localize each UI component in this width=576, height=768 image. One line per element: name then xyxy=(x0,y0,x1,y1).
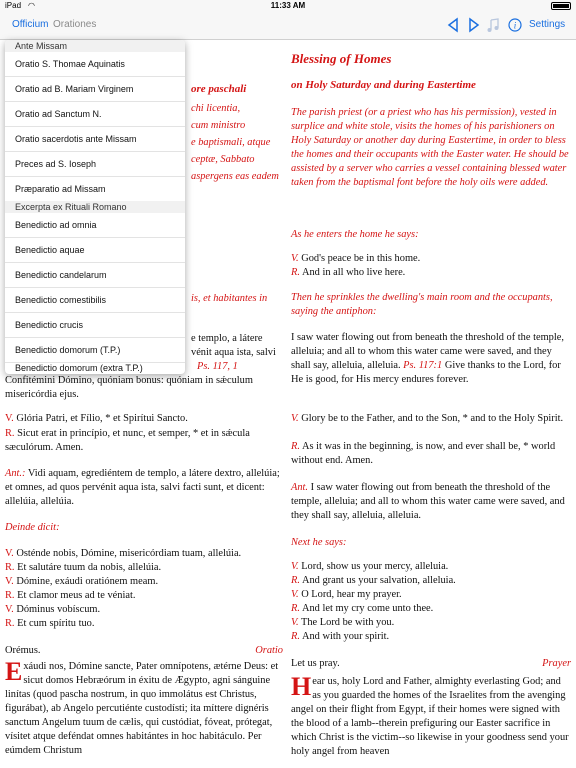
menu-section-header: Excerpta ex Rituali Romano xyxy=(5,201,185,213)
response-text: Sicut erat in princípio, et nunc, et semper, * et in sǽcula sæculórum. Amen. xyxy=(5,428,250,453)
page-title: Blessing of Homes xyxy=(291,51,392,66)
versicle-text: Lord, show us your mercy, alleluia. xyxy=(298,561,449,572)
rubric-enters: As he enters the home he says: xyxy=(291,229,419,240)
tab-orationes[interactable]: Orationes xyxy=(53,19,97,30)
versicle-mark: V. xyxy=(291,589,299,600)
latin-antiphon xyxy=(5,467,283,509)
menu-item[interactable]: Benedictio domorum (extra T.P.) xyxy=(15,363,143,373)
versicle-mark: V. xyxy=(5,604,14,615)
response-mark: R. xyxy=(5,562,15,573)
latin-text-line: e templo, a látere xyxy=(191,333,263,344)
prayer-text: xáudi nos, Dómine sancte, Pater omnípotens, ætérne Deus: et sicut domos Hebræórum in éxitu de Ægypto, agni sánguine linítas (quod pascha nostrum, in quo immolátus est Christus, figurábat), ab Angelo percutiénte custodísti; ita míttere dignéris sanctum Angelum tuum de cælis, qui custódiat, fóveat, prótegat, vísitet atque deféndat omnes habitántes in hoc habitáculo. Per eúmdem Christum xyxy=(5,661,279,756)
latin-versicle xyxy=(5,412,283,426)
play-forward-icon[interactable] xyxy=(467,17,481,33)
menu-item[interactable]: Benedictio aquae xyxy=(5,238,185,263)
menu-item[interactable]: Benedictio ad omnia xyxy=(5,213,185,238)
drop-cap: E xyxy=(5,657,23,686)
response-row xyxy=(291,602,571,616)
latin-versicle-row xyxy=(5,561,283,575)
latin-rubric-line: is, et habitantes in xyxy=(191,293,268,304)
versicle-mark: V. xyxy=(291,617,299,628)
latin-rubric-line: ceptæ, Sabbato xyxy=(191,154,255,165)
versicle-row xyxy=(291,616,571,630)
response-text: And with your spirit. xyxy=(299,631,390,642)
menu-item[interactable]: Oratio sacerdotis ante Missam xyxy=(5,127,185,152)
versicle-row xyxy=(291,588,571,602)
psalm-text: Give thanks to the Lord, for He is good, for His mercy endures forever. xyxy=(291,360,561,385)
rubric-sprinkles: Then he sprinkles the dwelling's main room and the occupants, saying the antiphon: xyxy=(291,292,553,317)
latin-prayer xyxy=(5,657,283,758)
versicle-mark: V. xyxy=(5,413,14,424)
antiphon-row xyxy=(291,481,571,523)
menu-item[interactable]: Benedictio crucis xyxy=(5,313,185,338)
latin-versicle-row xyxy=(5,589,283,603)
drop-cap: H xyxy=(291,672,312,701)
latin-confitemini: Confitémini Dómino, quóniam bonus: quóniam in sǽculum misericórdia ejus. xyxy=(5,375,253,400)
versicle-text: Dóminus vobíscum. xyxy=(13,604,101,615)
versicle-mark: V. xyxy=(5,548,14,559)
latin-oremus: Orémus. xyxy=(5,645,41,656)
antiphon-mark: Ant.: xyxy=(5,468,26,479)
latin-oratio-label: Oratio xyxy=(255,645,283,656)
antiphon-mark: Ant. xyxy=(291,482,309,493)
wifi-icon: ◠ xyxy=(28,1,35,10)
versicle-text: O Lord, hear my prayer. xyxy=(298,589,402,600)
info-icon[interactable] xyxy=(508,17,522,33)
menu-item[interactable]: Oratio S. Thomae Aquinatis xyxy=(5,52,185,77)
menu-item[interactable]: Preces ad S. Ioseph xyxy=(5,152,185,177)
versicle-row xyxy=(291,252,571,266)
versicle-text: Glory be to the Father, and to the Son, * and to the Holy Spirit. xyxy=(298,413,564,424)
status-bar xyxy=(0,0,576,12)
versicle-mark: V. xyxy=(291,413,299,424)
carrier-label: iPad xyxy=(5,1,22,10)
menu-item[interactable]: Benedictio candelarum xyxy=(5,263,185,288)
antiphon-text: Vidi aquam, egrediéntem de templo, a látere dextro, allelúia; et omnes, ad quos pervénit aqua ista, salvi facti sunt, et dicent: allelúia, allelúia. xyxy=(5,468,280,507)
psalm-reference: Ps. 117, 1 xyxy=(197,361,238,372)
settings-button[interactable]: Settings xyxy=(529,19,566,30)
tab-officium[interactable]: Officium xyxy=(12,19,49,30)
response-mark: R. xyxy=(291,441,300,452)
response-mark: R. xyxy=(5,618,15,629)
response-mark: R. xyxy=(291,631,300,642)
svg-text:i: i xyxy=(513,20,517,31)
menu-item[interactable]: Præparatio ad Missam xyxy=(5,177,185,202)
response-row xyxy=(291,574,571,588)
let-us-pray: Let us pray. xyxy=(291,658,340,669)
prayer-text: ear us, holy Lord and Father, almighty everlasting God; and as you guarded the homes of the Israelites from the avenging angel on their flight from Egypt, if their homes were signed with the blood of a lamb--therein prefiguring our Easter sacrifice in which Christ is the victim--so likewise in your goodness send your holy angel from heaven xyxy=(291,676,569,757)
response-text: And in all who live here. xyxy=(299,267,406,278)
versicle-text: God's peace be in this home. xyxy=(298,253,421,264)
menu-item[interactable]: Benedictio domorum (T.P.) xyxy=(5,338,185,363)
intro-rubric: The parish priest (or a priest who has his permission), vested in surplice and white stole, visits the homes of his parishioners on Holy Saturday or another day during Eastertime, in order to bless the homes and their occupants with the Easter water. He should be assisted by a server who carries a vessel containing blessed water taken from the baptismal font before the holy oils were added. xyxy=(291,107,569,188)
response-text: Et cum spíritu tuo. xyxy=(14,618,95,629)
clock: 11:33 AM xyxy=(270,1,306,10)
latin-text-line: vénit aqua ista, salvi xyxy=(191,347,276,358)
versicle-text: Osténde nobis, Dómine, misericórdiam tuam, allelúia. xyxy=(13,548,242,559)
response-text: Et clamor meus ad te véniat. xyxy=(14,590,136,601)
latin-rubric-line: e baptismali, atque xyxy=(191,137,271,148)
versicle-text: Glória Patri, et Fílio, * et Spirítui Sancto. xyxy=(13,413,188,424)
latin-versicle-row xyxy=(5,617,283,631)
latin-title-peek: ore paschali xyxy=(191,83,247,95)
latin-rubric-line: chi licentia, xyxy=(191,103,241,114)
latin-versicle-row xyxy=(5,603,283,617)
response-mark: R. xyxy=(291,603,300,614)
latin-response xyxy=(5,427,283,455)
versicle-mark: V. xyxy=(291,561,299,572)
english-column xyxy=(291,40,571,768)
response-row xyxy=(291,440,571,468)
antiphon-text: I saw water flowing out from beneath the threshold of the temple, alleluia; and all to whom this water came were saved, and they shall say, alleluia, alleluia. xyxy=(291,482,565,521)
response-text: And grant us your salvation, alleluia. xyxy=(299,575,456,586)
response-row xyxy=(291,266,571,280)
response-text: As it was in the beginning, is now, and ever shall be, * world without end. Amen. xyxy=(291,441,556,466)
latin-rubric-line: aspergens eas eadem xyxy=(191,171,279,182)
music-icon[interactable] xyxy=(486,17,500,33)
english-prayer xyxy=(291,672,571,759)
versicle-row xyxy=(291,560,571,574)
antiphon-text xyxy=(291,331,571,387)
menu-item[interactable]: Benedictio comestibilis xyxy=(5,288,185,313)
page-subtitle: on Holy Saturday and during Eastertime xyxy=(291,79,476,91)
response-text: Et salutáre tuum da nobis, allelúia. xyxy=(14,562,162,573)
nav-bar xyxy=(0,12,576,40)
orationes-menu xyxy=(5,40,185,374)
versicle-mark: V. xyxy=(291,253,299,264)
water-text: I saw water flowing out from beneath the threshold of the temple, alleluia; and all to whom this water came were saved, and they shall say, alleluia, alleluia. xyxy=(291,332,564,371)
versicle-row xyxy=(291,412,571,426)
response-row xyxy=(291,630,571,644)
latin-rubric-line: cum ministro xyxy=(191,120,246,131)
versicle-mark: V. xyxy=(5,576,14,587)
response-mark: R. xyxy=(291,267,300,278)
psalm-reference: Ps. 117:1 xyxy=(403,360,443,371)
menu-section-header: Ante Missam xyxy=(5,40,185,52)
response-text: And let my cry come unto thee. xyxy=(299,603,434,614)
versicle-text: Dómine, exáudi oratiónem meam. xyxy=(13,576,159,587)
versicle-text: The Lord be with you. xyxy=(298,617,395,628)
rubric-next: Next he says: xyxy=(291,537,347,548)
play-back-icon[interactable] xyxy=(446,17,460,33)
menu-item[interactable]: Oratio ad Sanctum N. xyxy=(5,102,185,127)
latin-versicle-row xyxy=(5,547,283,561)
prayer-label: Prayer xyxy=(542,658,571,669)
battery-icon xyxy=(551,2,571,10)
latin-versicle-row xyxy=(5,575,283,589)
menu-item[interactable]: Oratio ad B. Mariam Virginem xyxy=(5,77,185,102)
response-mark: R. xyxy=(5,590,15,601)
response-mark: R. xyxy=(5,428,15,439)
response-mark: R. xyxy=(291,575,300,586)
latin-rubric-deinde: Deinde dicit: xyxy=(5,522,60,533)
